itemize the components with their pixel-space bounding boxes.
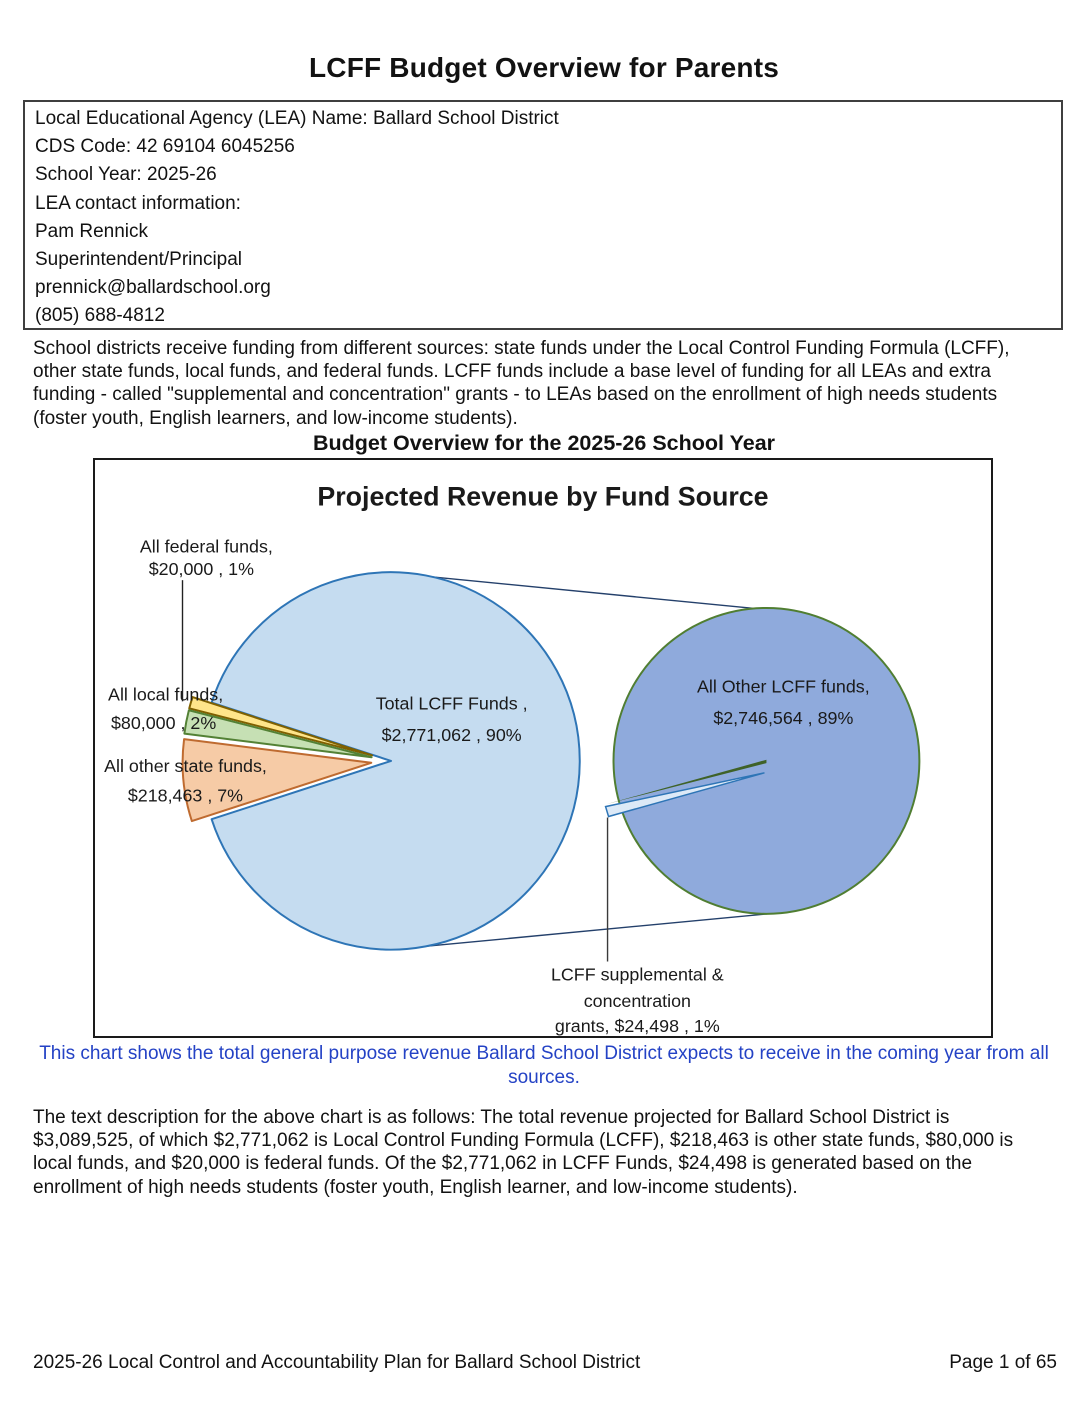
supplemental-label-line2: concentration: [583, 991, 691, 1012]
other-state-funds-label: All other state funds,: [104, 755, 267, 776]
federal-funds-label: All federal funds,: [139, 536, 273, 557]
lea-info-box: [23, 100, 1063, 330]
description-paragraph: The text description for the above chart is as follows: The total revenue projected for Ballard School District is $3,089,525, of which $2,771,062 is Local Control Funding Formula (LCFF), $218,463 is other state funds, $80,000 is local funds, and $20,000 is federal funds. Of the $2,771,062 in LCFF Funds, $24,498 is generated based on the enrollment of high needs students (foster youth, English learner, and low-income students).: [33, 1107, 1014, 1198]
supplemental-label-line1: LCFF supplemental &: [550, 964, 724, 985]
total-lcff-value: $2,771,062 , 90%: [381, 725, 522, 746]
local-funds-label: All local funds,: [108, 684, 224, 705]
all-other-lcff-label: All Other LCFF funds,: [696, 676, 870, 697]
budget-chart-frame: [93, 458, 993, 1038]
school-year-line: School Year: 2025-26: [35, 164, 217, 186]
chart-caption: This chart shows the total general purpose revenue Ballard School District expects to receive in the coming year from all sources.: [39, 1043, 1049, 1088]
footer-document-title: 2025-26 Local Control and Accountability Plan for Ballard School District: [33, 1352, 641, 1373]
cds-code-line: CDS Code: 42 69104 6045256: [35, 136, 295, 158]
all-other-lcff-value: $2,746,564 , 89%: [713, 708, 854, 729]
lea-name-line: Local Educational Agency (LEA) Name: Ballard School District: [35, 108, 559, 129]
contact-email-line: prennick@ballardschool.org: [35, 277, 271, 299]
local-funds-value: $80,000 , 2%: [111, 713, 217, 734]
footer-page-number: Page 1 of 65: [949, 1352, 1057, 1373]
page-footer: [33, 1352, 1057, 1374]
intro-paragraph: School districts receive funding from different sources: state funds under the Local Control Funding Formula (LCFF), other state funds, local funds, and federal funds. LCFF funds include a base level of funding for all LEAs and extra funding - called "supplemental and concentration" grants - to LEAs based on the enrollment of high needs students (foster youth, English learners, and low-income students).: [33, 338, 1010, 429]
contact-name-line: Pam Rennick: [35, 220, 148, 242]
federal-funds-value: $20,000 , 1%: [148, 559, 255, 580]
total-lcff-label: Total LCFF Funds ,: [375, 693, 528, 714]
chart-title: Projected Revenue by Fund Source: [317, 481, 769, 512]
other-state-funds-value: $218,463 , 7%: [127, 785, 244, 806]
contact-phone-line: (805) 688-4812: [35, 305, 165, 327]
contact-role-line: Superintendent/Principal: [35, 249, 243, 271]
page-title: LCFF Budget Overview for Parents: [308, 52, 780, 83]
lea-contact-line: LEA contact information:: [35, 192, 241, 214]
pie-of-pie-chart: [95, 460, 991, 1036]
supplemental-label-line3: grants, $24,498 , 1%: [554, 1016, 720, 1036]
section-heading: Budget Overview for the 2025-26 School Year: [312, 431, 776, 455]
